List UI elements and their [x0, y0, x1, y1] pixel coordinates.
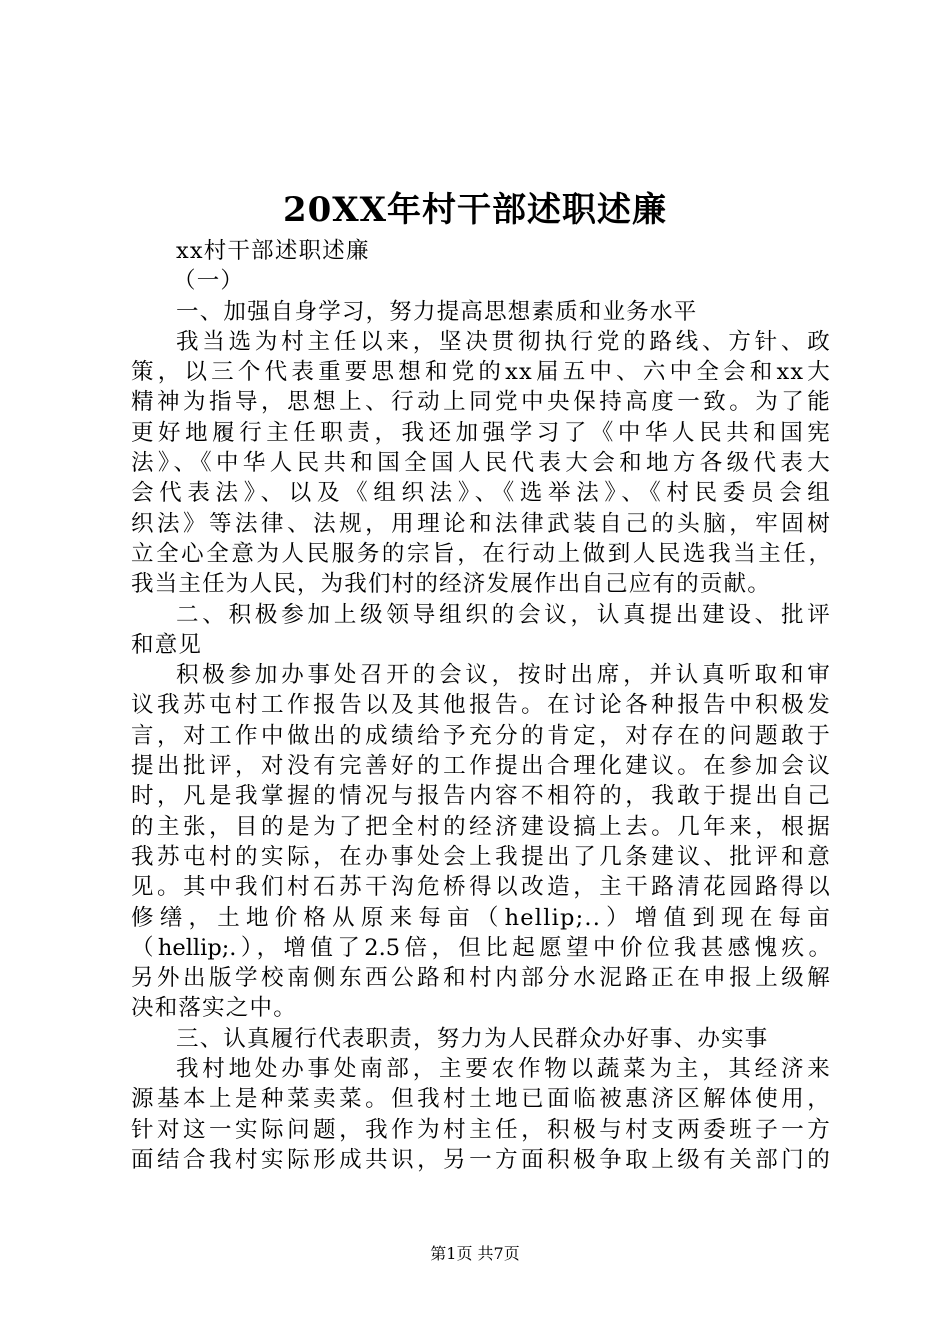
paragraph-line: 针对这一实际问题，我作为村主任，积极与村支两委班子一方 — [131, 1116, 831, 1143]
paragraph-line: 见。其中我们村石苏干沟危桥得以改造，主干路清花园路得以 — [131, 874, 831, 901]
page-title: 20XX年村干部述职述廉 — [282, 190, 668, 230]
paragraph-line: 源基本上是种菜卖菜。但我村土地已面临被惠济区解体使用， — [131, 1086, 831, 1113]
paragraph-line: 法》、《中华人民共和国全国人民代表大会和地方各级代表大 — [131, 450, 831, 477]
paragraph-line: 议我苏屯村工作报告以及其他报告。在讨论各种报告中积极发 — [131, 692, 831, 719]
paragraph-line: 时，凡是我掌握的情况与报告内容不相符的，我敢于提出自己 — [131, 783, 831, 810]
section-number-line: （一） — [173, 268, 245, 295]
heading-one: 一、加强自身学习，努力提高思想素质和业务水平 — [176, 298, 698, 325]
paragraph-line: 积极参加办事处召开的会议，按时出席，并认真听取和审 — [176, 662, 831, 689]
paragraph-line: 面结合我村实际形成共识，另一方面积极争取上级有关部门的 — [131, 1146, 831, 1173]
paragraph-line: （hellip;.），增值了2.5倍，但比起愿望中价位我甚感愧疚。 — [131, 934, 831, 961]
paragraph-line: 我村地处办事处南部，主要农作物以蔬菜为主，其经济来 — [176, 1056, 831, 1083]
paragraph-line: 策，以三个代表重要思想和党的xx届五中、六中全会和xx大 — [131, 359, 831, 386]
document-body — [131, 236, 831, 1175]
subtitle-line: xx村干部述职述廉 — [176, 238, 370, 264]
paragraph-line: 的主张，目的是为了把全村的经济建设搞上去。几年来，根据 — [131, 813, 831, 840]
heading-three: 三、认真履行代表职责，努力为人民群众办好事、办实事 — [176, 1025, 769, 1052]
paragraph-line: 修缮，土地价格从原来每亩（hellip;..）增值到现在每亩 — [131, 904, 831, 931]
heading-two: 二、积极参加上级领导组织的会议，认真提出建设、批评 — [176, 601, 831, 628]
paragraph-line: 提出批评，对没有完善好的工作提出合理化建议。在参加会议 — [131, 753, 831, 780]
paragraph-line: 另外出版学校南侧东西公路和村内部分水泥路正在申报上级解 — [131, 965, 831, 992]
paragraph-line: 更好地履行主任职责，我还加强学习了《中华人民共和国宪 — [131, 419, 831, 446]
paragraph-line: 我当主任为人民，为我们村的经济发展作出自己应有的贡献。 — [131, 571, 771, 598]
paragraph-line: 决和落实之中。 — [131, 995, 297, 1022]
page-footer: 第1页 共7页 — [430, 1244, 520, 1263]
paragraph-line: 精神为指导，思想上、行动上同党中央保持高度一致。为了能 — [131, 389, 831, 416]
paragraph-line: 织法》等法律、法规，用理论和法律武装自己的头脑，牢固树 — [131, 510, 831, 537]
paragraph-line: 我当选为村主任以来，坚决贯彻执行党的路线、方针、政 — [176, 328, 831, 355]
paragraph-line: 会代表法》、以及《组织法》、《选举法》、《村民委员会组 — [131, 480, 831, 507]
paragraph-line: 言，对工作中做出的成绩给予充分的肯定，对存在的问题敢于 — [131, 722, 831, 749]
paragraph-line: 我苏屯村的实际，在办事处会上我提出了几条建议、批评和意 — [131, 843, 831, 870]
paragraph-line: 立全心全意为人民服务的宗旨，在行动上做到人民选我当主任， — [131, 540, 831, 567]
heading-two-continued: 和意见 — [131, 631, 203, 658]
